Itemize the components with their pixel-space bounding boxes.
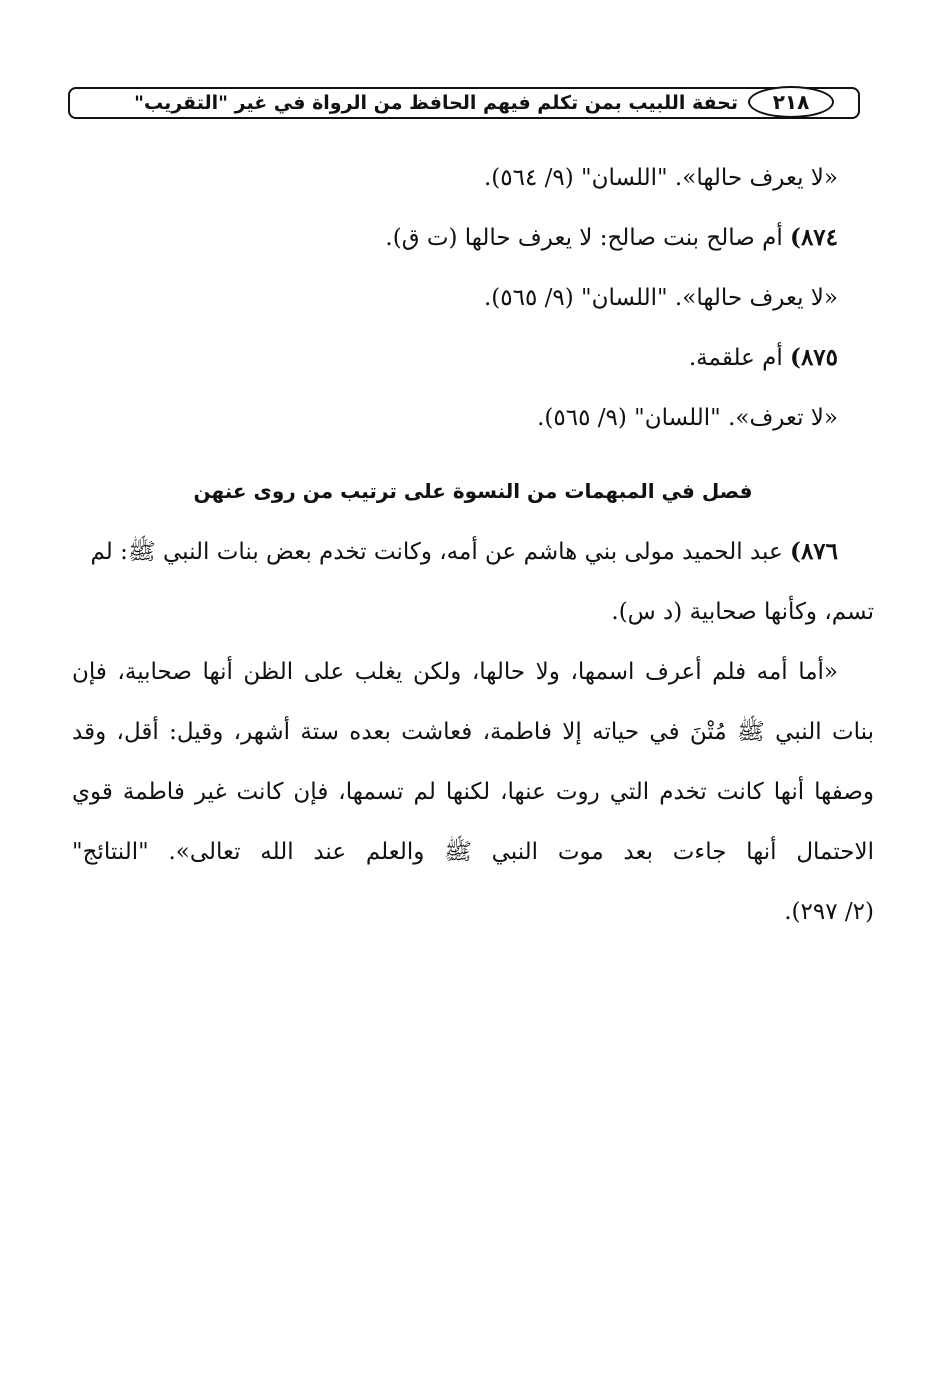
citation-line: «لا يعرف حالها». "اللسان" (٩/ ٥٦٤). [483,165,838,191]
running-header [68,87,860,119]
entry-874 [72,208,874,268]
entry-875 [72,328,874,388]
entry-number: ٨٧٤) [790,224,838,251]
entry-text: عبد الحميد مولى بني هاشم عن أمه، وكانت تخدم بعض بنات النبي ﷺ: لم [90,539,783,565]
paragraph-line: وصفها أنها كانت تخدم التي روت عنها، لكنها لم تسمها، فإن كانت غير فاطمة قوي [72,779,874,805]
paragraph-line: الاحتمال أنها جاءت بعد موت النبي ﷺ والعلم عند الله تعالى». "النتائج" [72,839,874,865]
citation-line: «لا يعرف حالها». "اللسان" (٩/ ٥٦٥). [483,285,838,311]
entry-text: أم صالح بنت صالح: لا يعرف حالها (ت ق). [385,225,783,251]
paragraph-line: «أما أمه فلم أعرف اسمها، ولا حالها، ولكن يغلب على الظن أنها صحابية، فإن [72,659,838,685]
page-body [72,148,874,942]
entry-number: ٨٧٥) [790,344,838,371]
entry-text: أم علقمة. [688,345,783,371]
page-number: ٢١٨ [748,86,834,118]
entry-876-line-2: تسم، وكأنها صحابية (د س). [611,599,874,625]
book-title: تحفة اللبيب بمن تكلم فيهم الحافظ من الرواة في غير "التقريب" [134,92,738,114]
section-heading: فصل في المبهمات من النسوة على ترتيب من روى عنهن [193,479,753,503]
entry-number: ٨٧٦) [790,538,838,565]
paragraph-line: بنات النبي ﷺ مُتْنَ في حياته إلا فاطمة، فعاشت بعده ستة أشهر، وقيل: أقل، وقد [72,719,874,745]
paragraph-line: (٢/ ٢٩٧). [784,899,874,925]
citation-line: «لا تعرف». "اللسان" (٩/ ٥٦٥). [537,405,838,431]
entry-876-line-1 [72,522,874,582]
